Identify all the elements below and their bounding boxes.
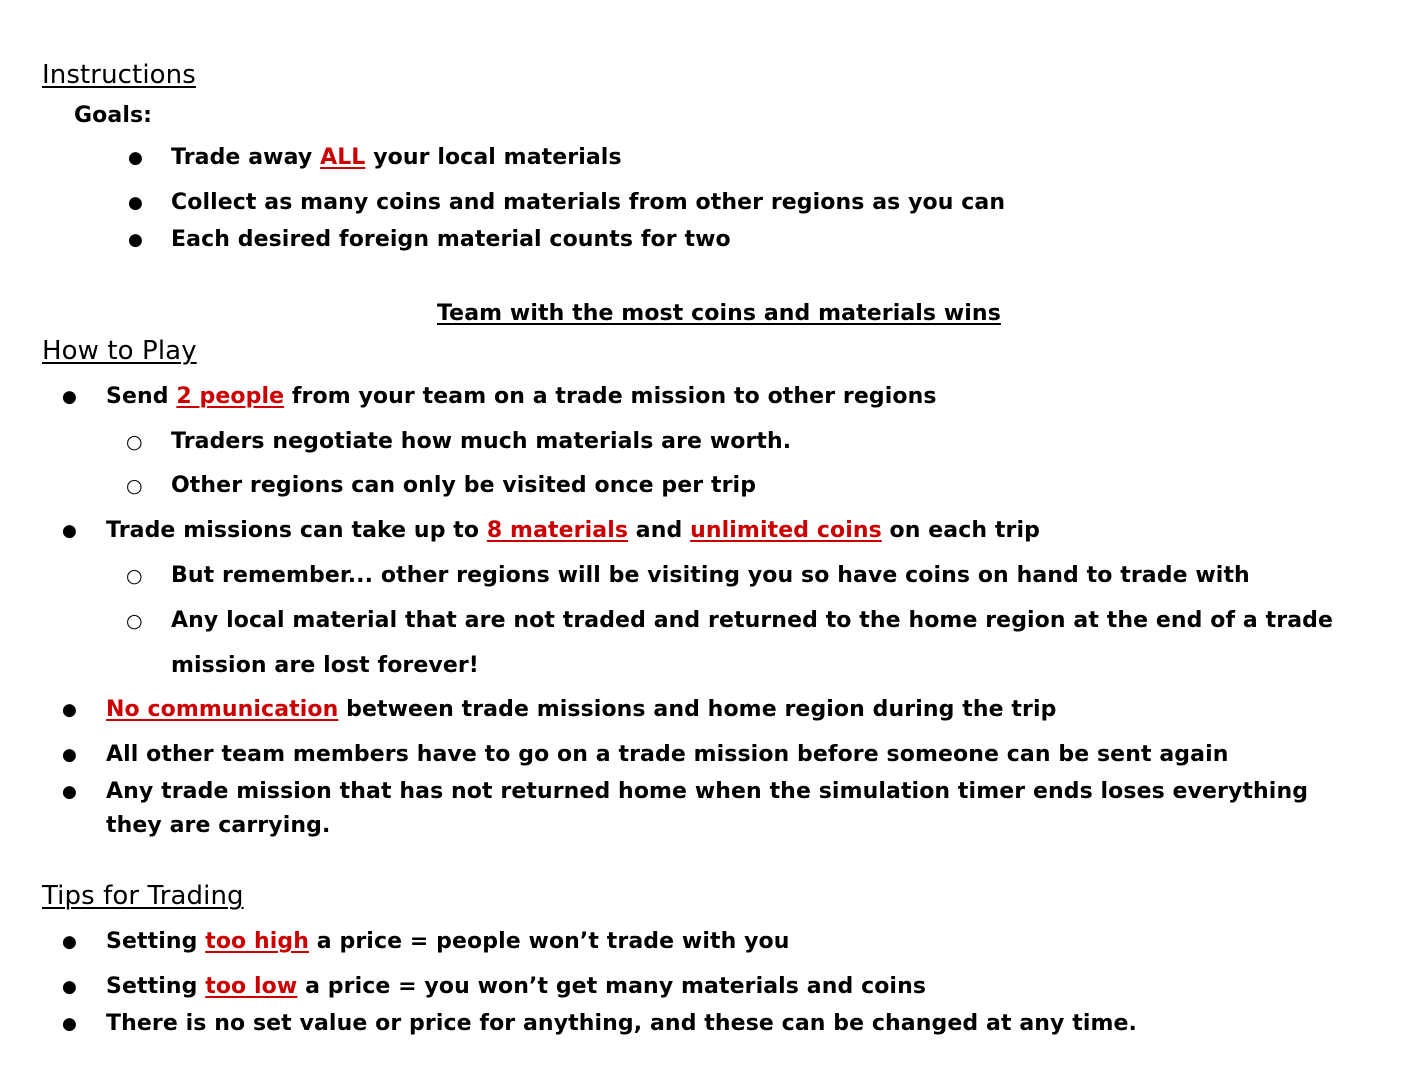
bullet-icon: ● bbox=[128, 230, 143, 250]
bullet-icon: ● bbox=[62, 745, 77, 765]
tip-item: Setting too high a price = people won’t trade with you bbox=[106, 929, 790, 954]
goal-item: Each desired foreign material counts for two bbox=[171, 227, 731, 252]
how-to-play-heading: How to Play bbox=[42, 336, 197, 366]
tip-item: Setting too low a price = you won’t get many materials and coins bbox=[106, 974, 927, 999]
win-condition: Team with the most coins and materials wins bbox=[437, 301, 1001, 326]
tips-heading: Tips for Trading bbox=[42, 881, 244, 911]
instructions-heading: Instructions bbox=[42, 60, 196, 90]
highlight-text: No communication bbox=[106, 697, 339, 722]
rule-sub-item: But remember... other regions will be visiting you so have coins on hand to trade with bbox=[171, 563, 1250, 588]
tip-item: There is no set value or price for anything, and these can be changed at any time. bbox=[106, 1011, 1137, 1036]
highlight-text: too high bbox=[205, 929, 310, 954]
sub-bullet-icon: ○ bbox=[126, 431, 143, 453]
bullet-icon: ● bbox=[128, 148, 143, 168]
bullet-icon: ● bbox=[62, 700, 77, 720]
rule-sub-item: Other regions can only be visited once per trip bbox=[171, 473, 757, 498]
rule-item: Trade missions can take up to 8 materials and unlimited coins on each trip bbox=[106, 518, 1040, 543]
highlight-text: too low bbox=[205, 974, 298, 999]
bullet-icon: ● bbox=[62, 782, 77, 802]
bullet-icon: ● bbox=[62, 932, 77, 952]
goal-item: Trade away ALL your local materials bbox=[171, 145, 622, 170]
rule-item-continued: they are carrying. bbox=[106, 813, 331, 838]
rule-item: Send 2 people from your team on a trade mission to other regions bbox=[106, 384, 937, 409]
sub-bullet-icon: ○ bbox=[126, 475, 143, 497]
bullet-icon: ● bbox=[62, 1014, 77, 1034]
sub-bullet-icon: ○ bbox=[126, 610, 143, 632]
highlight-text: ALL bbox=[320, 145, 366, 170]
highlight-text: 8 materials bbox=[486, 518, 629, 543]
bullet-icon: ● bbox=[62, 977, 77, 997]
bullet-icon: ● bbox=[62, 521, 77, 541]
highlight-text: unlimited coins bbox=[690, 518, 882, 543]
rule-item: No communication between trade missions and home region during the trip bbox=[106, 697, 1057, 722]
goals-label: Goals: bbox=[74, 103, 153, 128]
bullet-icon: ● bbox=[62, 387, 77, 407]
rule-sub-item: Any local material that are not traded and returned to the home region at the end of a trade bbox=[171, 608, 1334, 633]
rule-item: All other team members have to go on a trade mission before someone can be sent again bbox=[106, 742, 1229, 767]
rule-sub-item-continued: mission are lost forever! bbox=[171, 653, 479, 678]
highlight-text: 2 people bbox=[176, 384, 285, 409]
bullet-icon: ● bbox=[128, 193, 143, 213]
sub-bullet-icon: ○ bbox=[126, 565, 143, 587]
goal-item: Collect as many coins and materials from other regions as you can bbox=[171, 190, 1006, 215]
rule-item: Any trade mission that has not returned home when the simulation timer ends loses everything bbox=[106, 779, 1309, 804]
rule-sub-item: Traders negotiate how much materials are worth. bbox=[171, 429, 792, 454]
